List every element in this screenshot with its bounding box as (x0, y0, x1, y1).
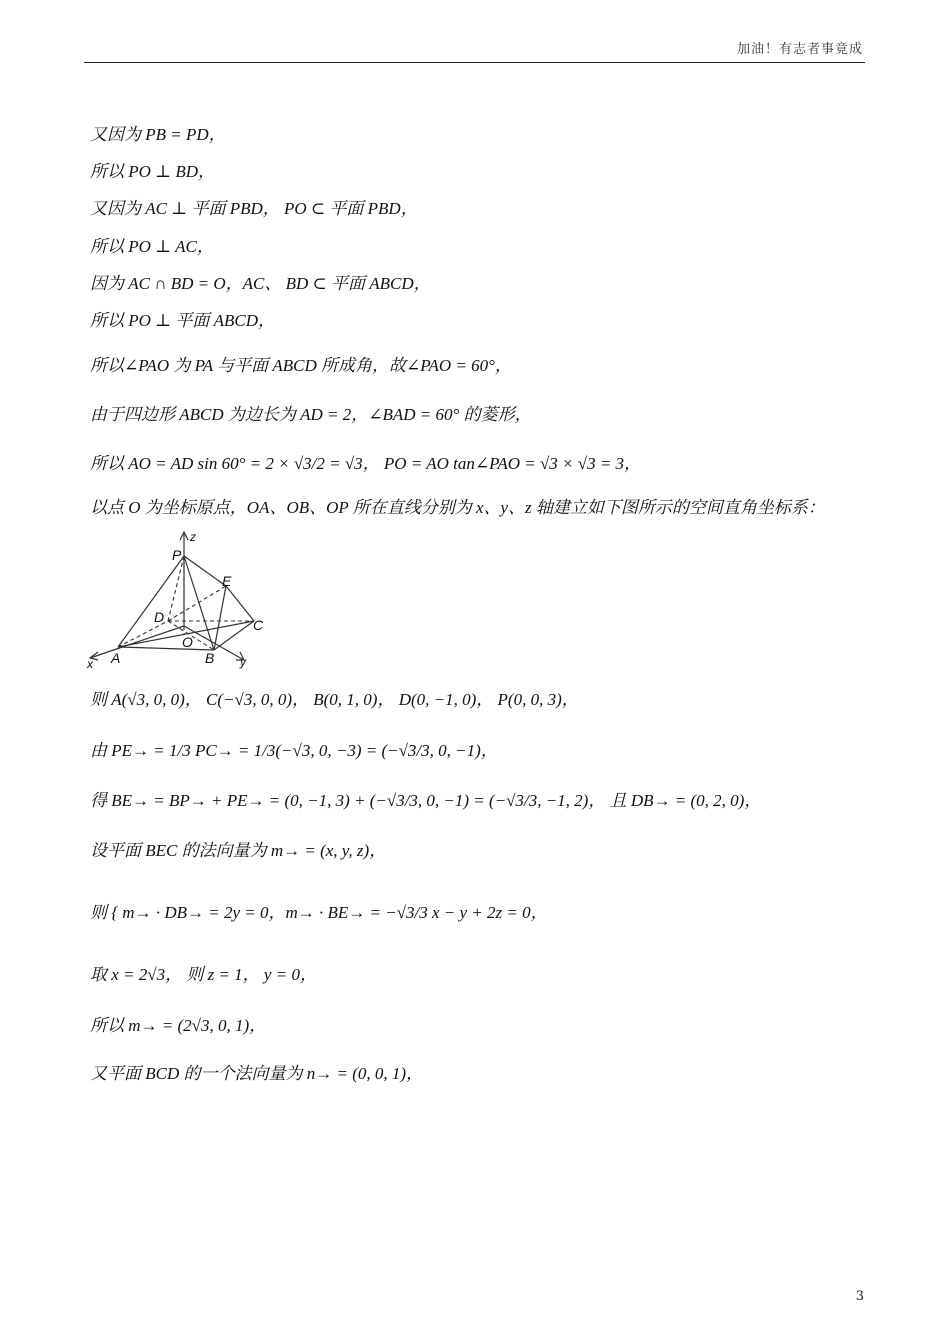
label-z: z (190, 530, 196, 544)
text-line-18: 又平面 BCD 的一个法向量为 n→ = (0, 0, 1)， (90, 1064, 424, 1083)
edge-EC (226, 586, 254, 621)
page-header (84, 32, 865, 63)
text-line-10: 以点 O 为坐标原点，OA、OB、OP 所在直线分别为 x、y、z 轴建立如下图所示的空间直角坐标系： (90, 498, 825, 517)
label-O: O (182, 634, 193, 650)
label-P: P (172, 547, 182, 563)
text-line-9: 所以 AO = AD sin 60° = 2 × √3/2 = √3， PO = AO tan∠PAO = √3 × √3 = 3， (90, 454, 642, 473)
text-line-4: 所以 PO ⊥ AC， (90, 237, 214, 256)
label-E: E (222, 573, 232, 589)
text-line-11: 则 A(√3, 0, 0)， C(−√3, 0, 0)， B(0, 1, 0)， D(0, −1, 0)， P(0, 0, 3)， (90, 690, 579, 709)
label-y: y (240, 655, 246, 669)
pyramid-coordinate-figure (84, 526, 274, 670)
label-A: A (111, 650, 121, 666)
label-B: B (205, 650, 215, 666)
label-D: D (154, 609, 165, 625)
text-line-5: 因为 AC ∩ BD = O，AC、 BD ⊂ 平面 ABCD， (90, 274, 431, 293)
header-motto: 加油！有志者事竟成 (736, 42, 863, 57)
edge-BE (214, 586, 226, 650)
text-line-1: 又因为 PB = PD， (90, 125, 226, 144)
text-line-2: 所以 PO ⊥ BD， (90, 162, 216, 181)
text-line-14: 设平面 BEC 的法向量为 m→ = (x, y, z)， (90, 841, 387, 860)
label-x: x (87, 657, 93, 670)
text-line-7: 所以∠PAO 为 PA 与平面 ABCD 所成角，故∠PAO = 60°， (90, 356, 512, 375)
text-line-3: 又因为 AC ⊥ 平面 PBD， PO ⊂ 平面 PBD， (90, 199, 418, 218)
text-line-12: 由 PE→ = 1/3 PC→ = 1/3(−√3, 0, −3) = (−√3/3, 0, −1)， (90, 741, 498, 760)
edge-PE (184, 556, 226, 586)
edge-PD (168, 556, 184, 621)
page-number: 3 (855, 1289, 864, 1304)
text-line-8: 由于四边形 ABCD 为边长为 AD = 2，∠BAD = 60° 的菱形， (90, 405, 532, 424)
text-line-16: 取 x = 2√3， 则 z = 1， y = 0， (90, 965, 317, 984)
edge-DE (168, 586, 226, 621)
text-line-15: 则 { m→ · DB→ = 2y = 0，m→ · BE→ = −√3/3 x − y + 2z = 0， (90, 903, 548, 922)
text-line-17: 所以 m→ = (2√3, 0, 1)， (90, 1016, 267, 1035)
edge-PA (118, 556, 184, 647)
text-line-13: 得 BE→ = BP→ + PE→ = (0, −1, 3) + (−√3/3, 0, −1) = (−√3/3, −1, 2)， 且 DB→ = (0, 2, 0)， (90, 791, 762, 810)
edge-AB (118, 647, 214, 650)
label-C: C (253, 617, 264, 633)
x-axis (90, 626, 184, 658)
text-line-6: 所以 PO ⊥ 平面 ABCD， (90, 311, 276, 330)
